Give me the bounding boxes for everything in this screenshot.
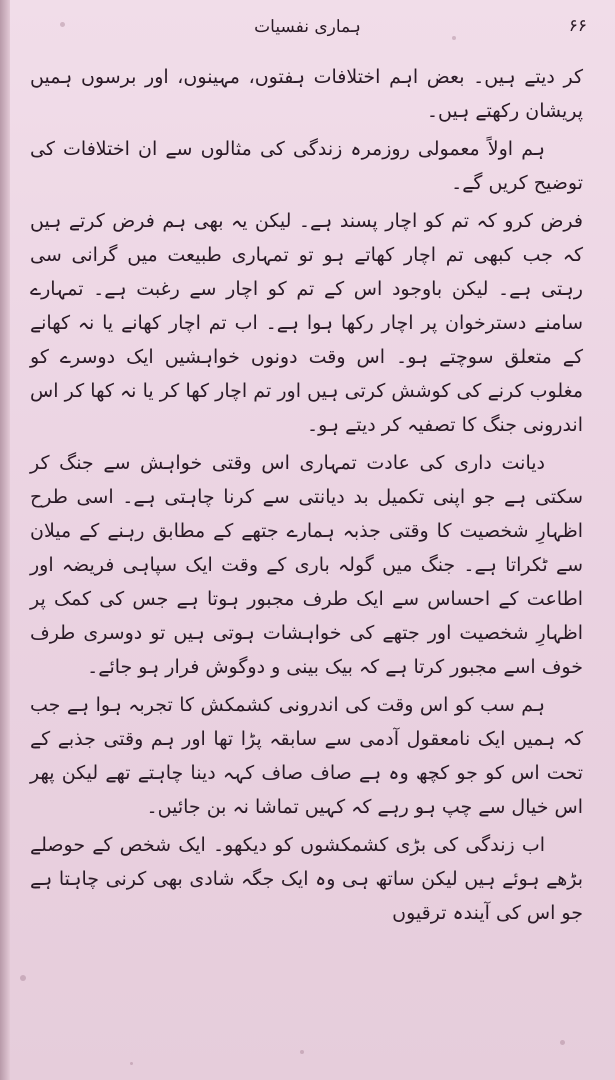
- paragraph: فرض کرو کہ تم کو اچار پسند ہے۔ لیکن یہ بھی ہم فرض کرتے ہیں کہ جب کبھی تم اچار کھاتے ہو تو تمہاری طبیعت میں گرانی سی رہتی ہے۔ لیکن باوجود اس کے تم کو اچار سے رغبت ہے۔ تمہارے سامنے دسترخوان پر اچار رکھا ہوا ہے۔ اب تم اچار کھانے یا نہ کھانے کے متعلق سوچتے ہو۔ اس وقت دونوں خواہشیں ایک دوسرے کو مغلوب کرنے کی کوشش کرتی ہیں اور تم اچار کھا کر یا نہ کھا کر اس اندرونی جنگ کا تصفیہ کر دیتے ہو۔: [30, 210, 583, 436]
- paragraph: ہم سب کو اس وقت کی اندرونی کشمکش کا تجربہ ہوا ہے جب کہ ہمیں ایک نامعقول آدمی سے سابقہ پڑا تھا اور ہم وقتی جذبے کے تحت اس کو جو کچھ وہ ہے صاف صاف کہہ دینا چاہتے تھے لیکن پھر اس خیال سے چپ ہو رہے کہ کہیں تماشا نہ بن جائیں۔: [30, 694, 583, 818]
- body-text: [30, 60, 583, 1040]
- page-number: ۶۶: [568, 16, 587, 36]
- paragraph: اب زندگی کی بڑی کشمکشوں کو دیکھو۔ ایک شخص کے حوصلے بڑھے ہوئے ہیں لیکن ساتھ ہی وہ ایک جگہ شادی بھی کرنی چاہتا ہے جو اس کی آیندہ ترقیوں: [30, 834, 583, 924]
- paragraph: کر دیتے ہیں۔ بعض اہم اختلافات ہفتوں، مہینوں، اور برسوں ہمیں پریشان رکھتے ہیں۔: [30, 66, 583, 122]
- page-binding-edge: [0, 0, 10, 1080]
- paragraph: ہم اولاً معمولی روزمرہ زندگی کی مثالوں سے ان اختلافات کی توضیح کریں گے۔: [30, 138, 583, 194]
- page-header: [0, 16, 615, 50]
- running-title: ہماری نفسیات: [254, 17, 361, 37]
- paragraph: دیانت داری کی عادت تمہاری اس وقتی خواہش سے جنگ کر سکتی ہے جو اپنی تکمیل بد دیانتی سے کرنا چاہتی ہے۔ اسی طرح اظہارِ شخصیت کا وقتی جذبہ ہمارے جتھے کے مطابق رہنے کے میلان سے ٹکراتا ہے۔ جنگ میں گولہ باری کے وقت ایک سپاہی فریضہ اور اطاعت کے احساس سے ایک طرف مجبور ہوتا ہے جس کی کمک پر اظہارِ شخصیت اور جتھے کی خواہشات ہوتی ہیں تو دوسری طرف خوف اسے مجبور کرتا ہے کہ بیک بینی و دوگوش فرار ہو جائے۔: [30, 452, 583, 678]
